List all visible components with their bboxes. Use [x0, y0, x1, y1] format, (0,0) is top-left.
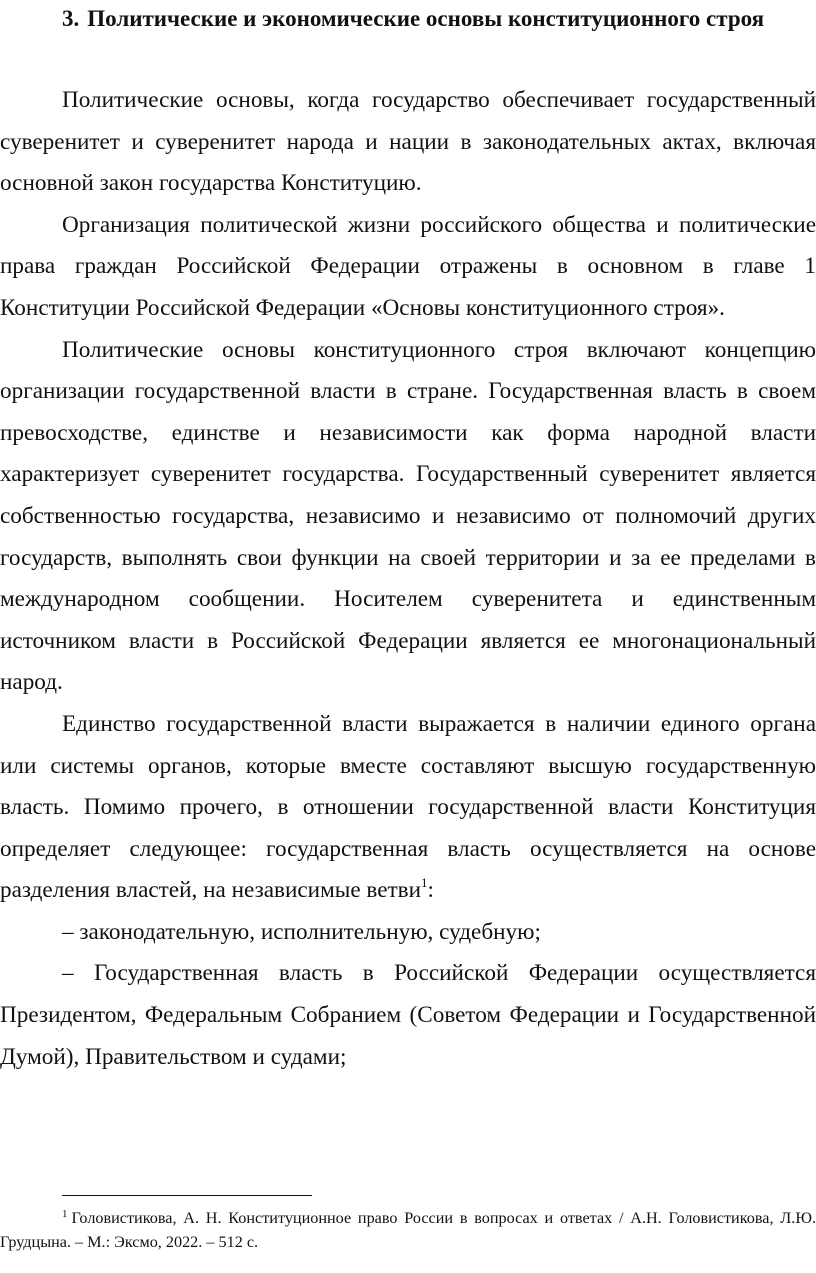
paragraph-political-basis: Политические основы, когда государство обеспечивает государственный суверенитет и суверенитет народа и нации в законодательных актах, включая основной закон государства Конституцию.: [0, 87, 816, 197]
section-number: 3.: [62, 6, 80, 31]
section-heading: [62, 4, 816, 34]
footnote-text: Головистикова, А. Н. Конституционное право России в вопросах и ответах / А.Н. Головистикова, Л.Ю. Грудцына. – М.: Эксмо, 2022. – 512 с.: [0, 1209, 816, 1251]
list-item-branches: – законодательную, исполнительную, судебную;: [62, 918, 541, 945]
footnote-divider: [62, 1195, 312, 1196]
footnote: [0, 1206, 816, 1254]
footnote-reference[interactable]: 1: [421, 875, 428, 891]
paragraph-sovereignty: Политические основы конституционного строя включают концепцию организации государственной власти в стране. Государственная власть в своем превосходстве, единстве и независимости как форма народной власти характеризует суверенитет государства. Государственный суверенитет является собственностью государства, независимо и независимо от полномочий других государств, выполнять свои функции на своей территории и за ее пределами в международном сообщении. Носителем суверенитета и единственным источником власти в Российской Федерации является ее многонациональный народ.: [0, 336, 816, 696]
section-title: Политические и экономические основы конституционного строя: [87, 6, 765, 31]
footnote-marker: 1: [62, 1208, 68, 1220]
paragraph-unity-text: Единство государственной власти выражается в наличии единого органа или системы органов, которые вместе составляют высшую государственную власть. Помимо прочего, в отношении государственной власти Конституция определяет следующее: государственная власть осуществляется на основе разделения властей, на независимые ветви: [0, 710, 816, 904]
list-item-state-power: – Государственная власть в Российской Федерации осуществляется Президентом, Федеральным Собранием (Советом Федерации и Государственной Думой), Правительством и судами;: [0, 960, 816, 1070]
paragraph-organization: Организация политической жизни российского общества и политические права граждан Российской Федерации отражены в основном в главе 1 Конституции Российской Федерации «Основы конституционного строя».: [0, 211, 816, 321]
paragraph-unity-of-power: [0, 704, 816, 912]
paragraph-unity-tail: :: [427, 877, 434, 904]
body-text: [0, 80, 816, 1078]
